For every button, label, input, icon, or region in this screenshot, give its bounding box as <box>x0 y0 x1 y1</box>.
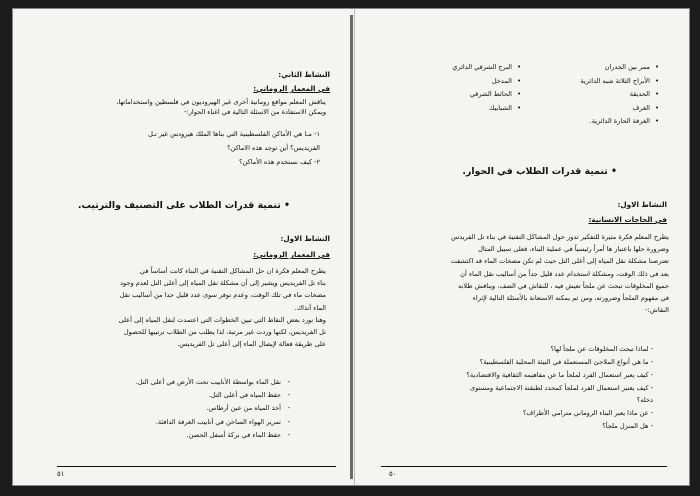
text-line: وهنا نورد بعض النقاط التي تبين الخطوات التي اعتمدت لنقل المياه إلى أعلى <box>118 315 326 324</box>
items-list-2 <box>411 61 521 115</box>
text-line: يطرح المعلم فكرة مثيرة للتفكير تدور حول المشاكل التقنية في بناء تل الفريدس <box>451 233 669 241</box>
text-line: على طريقة فعالة لإيصال الماء إلى أعلى تل الفريديس. <box>177 340 326 349</box>
question-line: دخله؟ <box>636 396 653 405</box>
activity2-questions <box>38 129 320 168</box>
activity1-text <box>377 231 669 316</box>
list-item: - نقل الماء بواسطة الأنابيب تحت الأرض في أعلى التل. <box>50 376 290 389</box>
activity2-text <box>36 97 326 117</box>
list-item: - حفظ المياه في أعلى التل. <box>50 389 290 402</box>
question-line: الفريديس؟ أين توجد هذه الاماكن؟ <box>227 144 320 153</box>
question-line: ٢- كيف نستخدم هذه الأماكن؟ <box>239 158 320 167</box>
right-page <box>355 9 689 485</box>
list-item: • الغرف <box>539 102 659 116</box>
text-line: يناقش المعلم مواقع رومانية أخرى غير الهيروديون في فلسطين واستخداماتها، <box>116 98 326 106</box>
question-line: - كيف يعتبر استعمال الفرد لملجأ كمحدد لطبقته الاجتماعية ومستوى <box>470 383 653 392</box>
section-heading: • تنمية قدرات الطلاب على التصنيف والترتيب. <box>77 200 290 211</box>
footer-rule <box>57 466 336 467</box>
steps-list <box>50 376 290 442</box>
text-line: وضرورة حلها باعتبار ها أمراً رئيسياً في عملية البناء، فعلى سبيل المثال <box>478 245 669 254</box>
text-line: بعد في ذلك الوقت، ومشكلة استخدام عدد قليل جداً من أساليب نقل الماء أن <box>460 269 669 278</box>
list-item: • الغرفة الحارة الدائرية. <box>539 115 659 129</box>
left-page <box>13 9 350 485</box>
list-item: - تمرير الهواء الساخن في أنابيب الغرفة الدافئة. <box>50 416 290 429</box>
question-line: - كيف يعبر استعمال الفرد لملجأ ما عن مفاهيمه الثقافية والاقتصادية؟ <box>466 370 653 379</box>
list-item: - حفظ الماء في بركة أسفل الحصن. <box>50 429 290 442</box>
items-list-1 <box>539 61 659 129</box>
activity1-text <box>34 265 326 350</box>
text-line: بناء تل الفريديس ويشير إلى أن مشكلة نقل المياه إلى أعلى التل لعدم وجود <box>120 279 326 288</box>
list-item: - أخذ المياه من عين أرطاس. <box>50 402 290 415</box>
question-line: - عن ماذا يعبر البناء الروماني مترامي الأطراف؟ <box>522 409 653 418</box>
list-item: • البرج الشرقي الدائري <box>411 61 521 75</box>
activity1-title: النشاط الاول: <box>280 234 330 243</box>
text-line: الماء آنذاك. <box>294 303 326 312</box>
book-spread <box>12 8 690 486</box>
section-heading: • تنمية قدرات الطلاب في الحوار. <box>462 166 617 177</box>
activity2-title: النشاط الثاني: <box>278 70 330 79</box>
question-line: - ما هي أنواع الملاجئ المستعملة في البيئة المحلية الفلسطينية؟ <box>479 357 653 366</box>
text-line: النقاش:- <box>645 306 669 315</box>
question-line: - هل المنزل ملجأ؟ <box>602 422 653 431</box>
list-item: • ممر بين الجدران <box>539 61 659 75</box>
activity1-subtitle: في المعمار الروماني: <box>253 250 330 259</box>
discussion-questions <box>385 343 653 433</box>
list-item: • الشبابيك <box>411 102 521 116</box>
text-line: جميع المخلوقات تبحث عن ملجأ تعيش فيه ، للنقاش في الصف، ويناقش طلابه <box>458 281 669 290</box>
text-line: تعترضنا مشكلة نقل المياه إلى أعلى التل حيث لم تكن مضخات الماء قد اكتشفت <box>450 257 669 266</box>
book-gutter <box>350 15 353 479</box>
question-line: ١- مـا هي الأماكن الفلسطينية التي بناها الملك هيرودس غير تـل <box>148 130 320 138</box>
text-line: يطرح المعلم فكرة ان حل المشاكل التقنية في البناء كانت أساساً في <box>139 267 326 275</box>
list-item: • المدخل <box>411 75 521 89</box>
list-item: • الأبراج الثلاثة شبه الدائرية <box>539 75 659 89</box>
activity2-subtitle: في المعمار الروماني: <box>253 84 330 93</box>
text-line: مضخات ماء في تلك الوقت، وعدم توفر سوى عدد قليل جدا من أساليب نقل <box>119 291 326 300</box>
footer-rule <box>381 466 667 467</box>
question-line: - لماذا تبحث المخلوقات عن ملجأ لها؟ <box>550 345 653 353</box>
page-number: ٥٠ <box>389 470 397 478</box>
activity1-subtitle: في الحاجات الانسانية: <box>588 215 667 224</box>
text-line: ويمكن الاستفادة من الاسئلة التالية في اغناء الحوار:- <box>184 108 326 117</box>
page-number: ٥١ <box>57 470 65 478</box>
text-line: في مفهوم الملجأ وضرورته، ومن ثم يمكنه الاستعانة بالأسئلة التالية لإثراء <box>472 293 669 302</box>
activity1-title: النشاط الاول: <box>617 200 667 209</box>
list-item: • الحائط الشرقي <box>411 88 521 102</box>
text-line: تل الفريديس، لكنها وردت غير مرتبة، لذا يطلب من الطلاب ترتيبها للحصول <box>123 327 326 336</box>
list-item: • الحديقة <box>539 88 659 102</box>
